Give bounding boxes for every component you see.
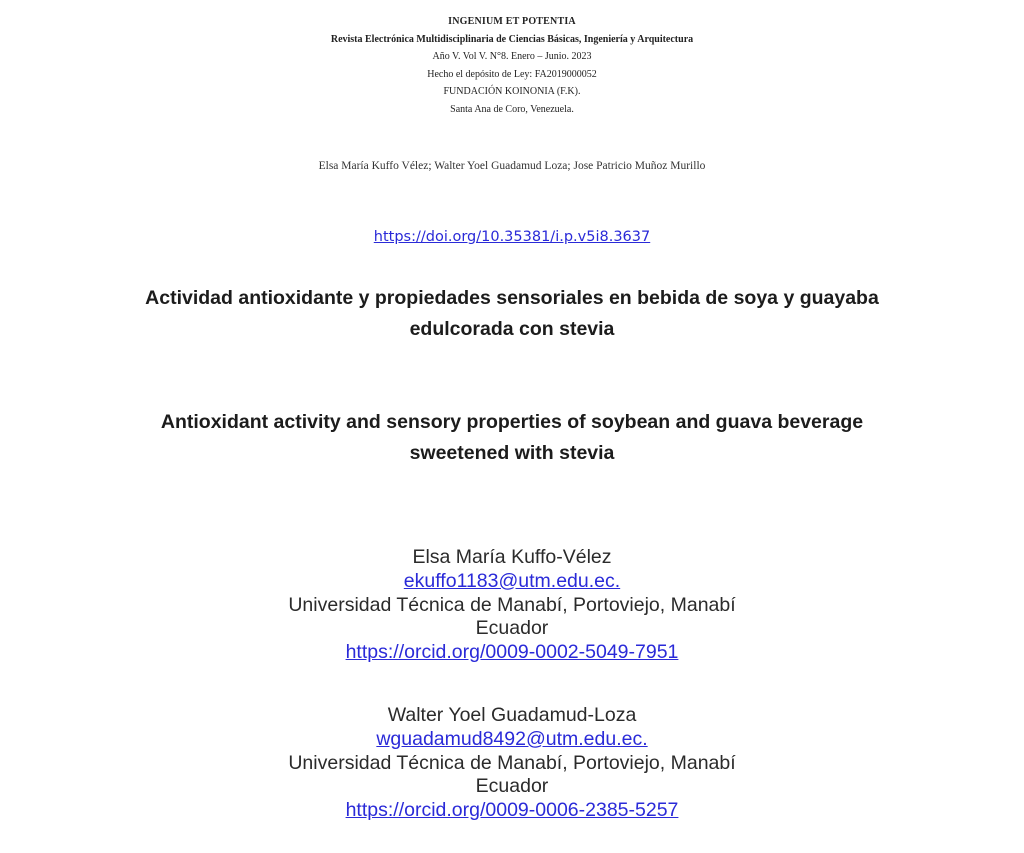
journal-legal-deposit: Hecho el depósito de Ley: FA2019000052 (427, 68, 597, 80)
author-name: Walter Yoel Guadamud-Loza (387, 704, 637, 726)
title-english-line-2: sweetened with stevia (409, 442, 615, 464)
journal-header (0, 13, 1024, 118)
doi-link[interactable]: https://doi.org/10.35381/i.p.v5i8.3637 (373, 229, 651, 245)
running-authors-line: Elsa María Kuffo Vélez; Walter Yoel Guadamud Loza; Jose Patricio Muñoz Murillo (318, 160, 706, 172)
author-affiliation: Universidad Técnica de Manabí, Portoviejo, Manabí (288, 593, 736, 616)
title-english-line-1: Antioxidant activity and sensory properties of soybean and guava beverage (160, 411, 864, 433)
author-email-link[interactable]: wguadamud8492@utm.edu.ec. (376, 727, 648, 750)
author-name: Elsa María Kuffo-Vélez (412, 546, 612, 568)
author-country: Ecuador (475, 617, 549, 640)
title-english (0, 407, 1024, 469)
title-spanish-line-2: edulcorada con stevia (409, 318, 615, 340)
author-block-1 (0, 546, 1024, 665)
journal-subtitle: Revista Electrónica Multidisciplinaria de Ciencias Básicas, Ingeniería y Arquitectura (330, 33, 694, 45)
author-block-2 (0, 704, 1024, 823)
doi-line (0, 229, 1024, 245)
journal-issue: Año V. Vol V. N°8. Enero – Junio. 2023 (432, 51, 592, 62)
author-orcid-link[interactable]: https://orcid.org/0009-0002-5049-7951 (345, 641, 679, 664)
journal-location: Santa Ana de Coro, Venezuela. (450, 103, 574, 115)
journal-foundation: FUNDACIÓN KOINONIA (F.K). (443, 86, 581, 97)
author-email-link[interactable]: ekuffo1183@utm.edu.ec. (403, 569, 621, 592)
title-spanish-line-1: Actividad antioxidante y propiedades sensoriales en bebida de soya y guayaba (145, 287, 879, 309)
author-affiliation: Universidad Técnica de Manabí, Portoviejo, Manabí (288, 751, 736, 774)
title-spanish (0, 283, 1024, 345)
journal-name: INGENIUM ET POTENTIA (448, 16, 576, 27)
author-country: Ecuador (475, 775, 549, 798)
author-orcid-link[interactable]: https://orcid.org/0009-0006-2385-5257 (345, 799, 679, 822)
